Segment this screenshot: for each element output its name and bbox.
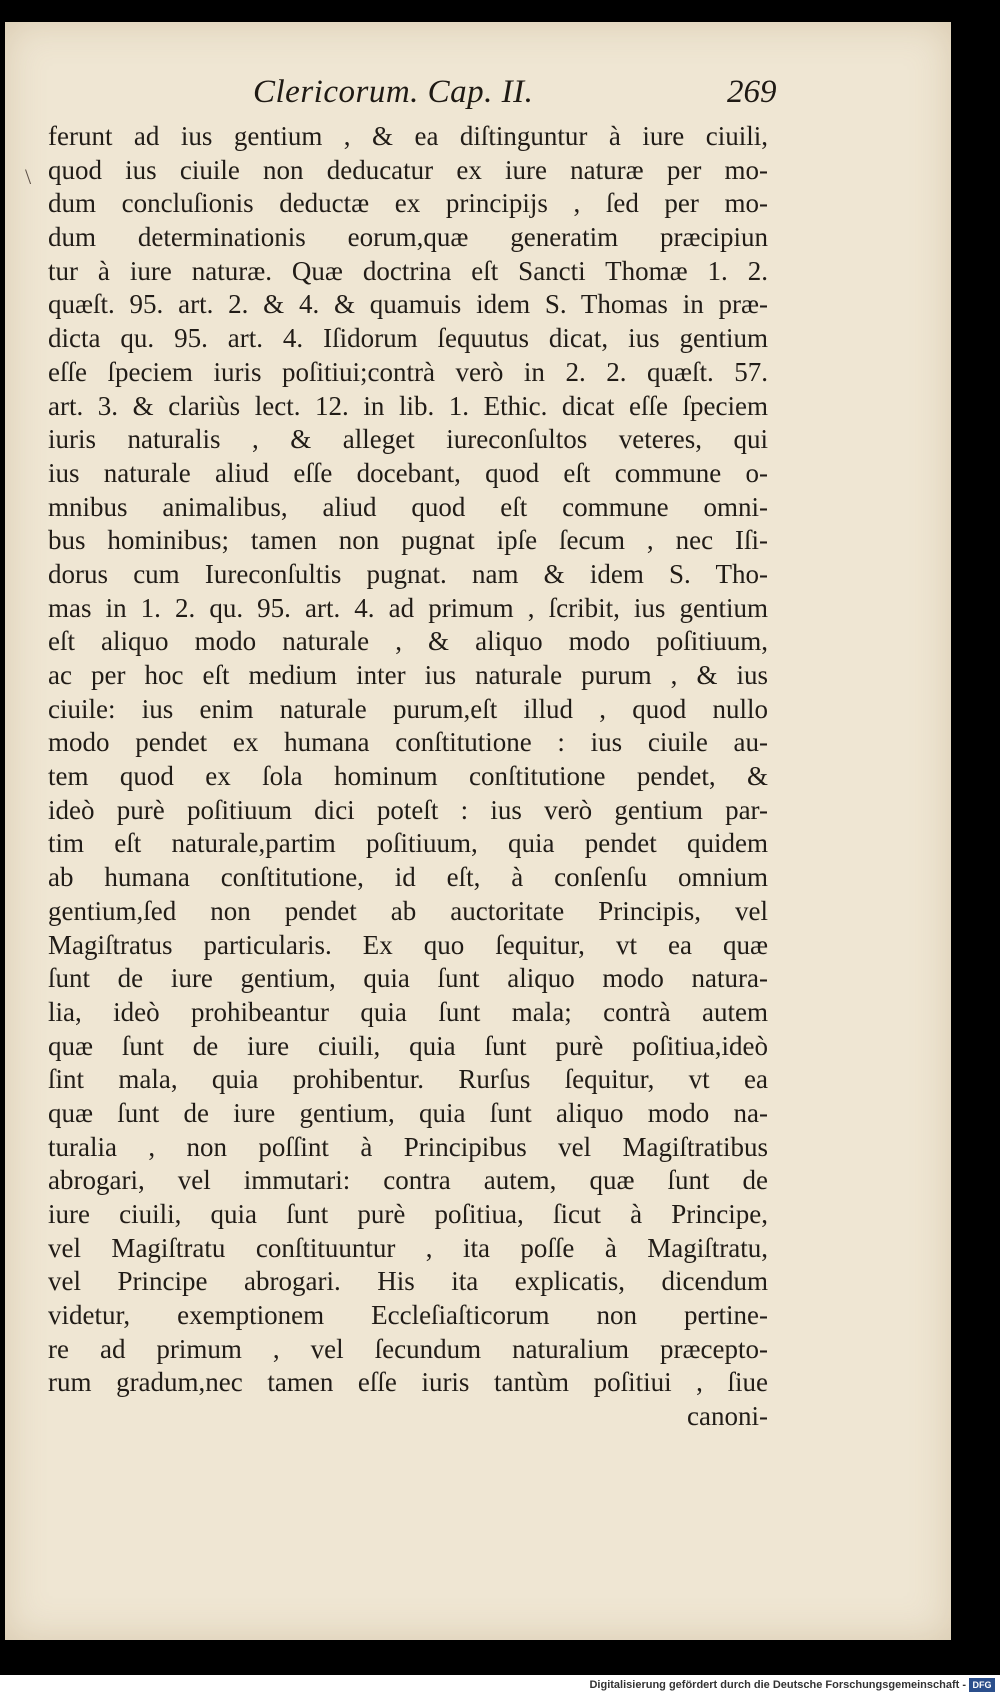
- text-line: eſſe ſpeciem iuris poſitiui;contrà verò in 2. 2. quæſt. 57.: [48, 356, 768, 387]
- text-line: vel Magiſtratu conſtituuntur , ita poſſe à Magiſtratu,: [48, 1232, 768, 1263]
- text-line: tim eſt naturale,partim poſitiuum, quia pendet quidem: [48, 828, 768, 859]
- text-line: rum gradum,nec tamen eſſe iuris tantùm poſitiui , ſiue: [48, 1367, 768, 1398]
- page-header: [5, 74, 951, 114]
- dfg-logo: DFG: [969, 1678, 995, 1692]
- text-line: abrogari, vel immutari: contra autem, quæ ſunt de: [48, 1165, 768, 1196]
- text-line: ciuile: ius enim naturale purum,eſt illud , quod nullo: [48, 693, 768, 724]
- text-line: ſunt de iure gentium, quia ſunt aliquo modo natura-: [48, 963, 768, 994]
- text-line: gentium,ſed non pendet ab auctoritate Principis, vel: [48, 895, 768, 926]
- text-line: ferunt ad ius gentium , & ea diſtinguntur à iure ciuili,: [48, 121, 768, 151]
- text-line: quæſt. 95. art. 2. & 4. & quamuis idem S. Thomas in præ-: [48, 289, 768, 320]
- text-line: dorus cum Iureconſultis pugnat. nam & idem S. Tho-: [48, 558, 768, 589]
- text-line: turalia , non poſſint à Principibus vel Magiſtratibus: [48, 1131, 768, 1162]
- text-line: ſint mala, quia prohibentur. Rurſus ſequitur, vt ea: [48, 1064, 768, 1095]
- text-line: ius naturale aliud eſſe docebant, quod eſt commune o-: [48, 457, 768, 488]
- margin-mark: \: [25, 164, 32, 189]
- text-line: dicta qu. 95. art. 4. Iſidorum ſequutus dicat, ius gentium: [48, 323, 768, 354]
- digitization-footer: [0, 1675, 1000, 1697]
- text-line: ideò purè poſitiuum dici poteſt : ius verò gentium par-: [48, 794, 768, 825]
- text-line: Magiſtratus particularis. Ex quo ſequitur, vt ea quæ: [48, 929, 768, 960]
- funding-credit: Digitalisierung gefördert durch die Deutsche Forschungsgemeinschaft -: [589, 1679, 966, 1691]
- text-line: modo pendet ex humana conſtitutione : ius ciuile au-: [48, 727, 768, 758]
- text-line: bus hominibus; tamen non pugnat ipſe ſecum , nec Iſi-: [48, 525, 768, 556]
- text-line: ac per hoc eſt medium inter ius naturale purum , & ius: [48, 660, 768, 690]
- catchword: canoni-: [687, 1401, 768, 1432]
- text-line: videtur, exemptionem Eccleſiaſticorum non pertine-: [48, 1300, 768, 1331]
- text-line: art. 3. & clariùs lect. 12. in lib. 1. Ethic. dicat eſſe ſpeciem: [48, 390, 768, 421]
- book-page: [5, 22, 951, 1640]
- text-line: quæ ſunt de iure gentium, quia ſunt aliquo modo na-: [48, 1097, 768, 1128]
- text-line: mas in 1. 2. qu. 95. art. 4. ad primum , ſcribit, ius gentium: [48, 592, 768, 623]
- text-line: vel Principe abrogari. His ita explicatis, dicendum: [48, 1266, 768, 1297]
- running-head: Clericorum. Cap. II.: [253, 74, 534, 110]
- text-line: dum determinationis eorum,quæ generatim præcipiun: [48, 222, 768, 253]
- text-line: quod ius ciuile non deducatur ex iure naturæ per mo-: [48, 154, 768, 185]
- text-line: tur à iure naturæ. Quæ doctrina eſt Sancti Thomæ 1. 2.: [48, 255, 768, 286]
- text-line: iuris naturalis , & alleget iureconſultos veteres, qui: [48, 424, 768, 455]
- text-line: lia, ideò prohibeantur quia ſunt mala; contrà autem: [48, 996, 768, 1027]
- text-line: ab humana conſtitutione, id eſt, à conſenſu omnium: [48, 862, 768, 893]
- text-line: iure ciuili, quia ſunt purè poſitiua, ſicut à Principe,: [48, 1199, 768, 1229]
- page-number: 269: [727, 74, 777, 110]
- text-body: [48, 120, 768, 1434]
- text-line: tem quod ex ſola hominum conſtitutione pendet, &: [48, 761, 768, 792]
- text-line: quæ ſunt de iure ciuili, quia ſunt purè poſitiua,ideò: [48, 1030, 768, 1061]
- text-line: mnibus animalibus, aliud quod eſt commune omni-: [48, 491, 768, 522]
- text-line: dum concluſionis deductæ ex principijs , ſed per mo-: [48, 188, 768, 219]
- text-line: eſt aliquo modo naturale , & aliquo modo poſitiuum,: [48, 626, 768, 657]
- text-line: re ad primum , vel ſecundum naturalium præcepto-: [48, 1333, 768, 1364]
